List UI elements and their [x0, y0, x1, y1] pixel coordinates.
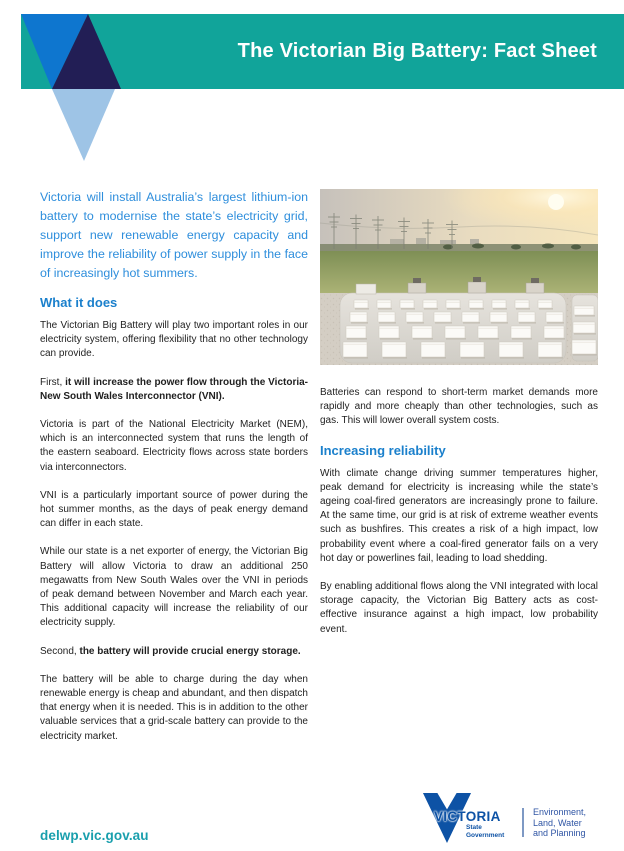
- body-paragraph: Batteries can respond to short-term market demands more rapidly and more cheaply than other technologies, such as gas. This will lower overall system costs.: [320, 387, 598, 427]
- body-paragraph: With climate change driving summer temperatures higher, peak demand for electricity is increasing while the state’s ageing coal-fired generators are increasingly prone to failure. At the same time, our grid is at risk of extreme weather events such as bushfires. This creates a risk of a high impact, low probability event where a coal-fired generator fails on a very hot day or powerlines fail, leading to load shedding.: [320, 467, 598, 564]
- body-paragraph: While our state is a net exporter of energy, the Victorian Big Battery will allow Victoria to draw an additional 250 megawatts from New South Wales over the VNI in periods of peak demand between November and March each year. This additional capacity will increase the reliability of our electricity supply.: [40, 546, 308, 629]
- body-paragraph: By enabling additional flows along the VNI integrated with local storage capacity, the Victorian Big Battery acts as cost-effective insurance against a high impact, low probability event.: [320, 581, 598, 635]
- logo-lightblue-triangle: [52, 89, 115, 161]
- body-paragraph: The Victorian Big Battery will play two important roles in our electricity system, offering flexibility that no other technology can provide.: [40, 320, 308, 360]
- left-column-blocks: [40, 295, 308, 744]
- right-column: [320, 189, 598, 651]
- body-paragraph: VNI is a particularly important source of power during the hot summer months, as the days of peak energy demand can differ in each state.: [40, 489, 308, 530]
- page-title: The Victorian Big Battery: Fact Sheet: [237, 40, 597, 62]
- state-label-line2: Government: [466, 831, 505, 839]
- section-heading: What it does: [40, 295, 118, 310]
- body-paragraph: The battery will be able to charge during the day when renewable energy is cheap and abundant, and then dispatch that energy when it is needed. This is in addition to the other valuable services that a grid-scale battery can provide to the electricity market.: [40, 673, 308, 742]
- photo-treeline: [320, 244, 598, 251]
- department-name: [533, 807, 586, 839]
- department-line2: Land, Water: [533, 817, 582, 828]
- section-heading: Increasing reliability: [320, 442, 446, 458]
- department-line3: and Planning: [533, 828, 586, 838]
- delwp-brand-triangles-logo: [0, 0, 140, 165]
- body-paragraph: Second, the battery will provide crucial energy storage.: [40, 645, 301, 657]
- website-link[interactable]: delwp.vic.gov.au: [40, 828, 149, 843]
- body-paragraph: Victoria is part of the National Electricity Market (NEM), which is an interconnected system that runs the length of the eastern seaboard. Electricity flows across state borders via interconnectors.: [40, 419, 308, 473]
- victoria-government-logo: [422, 790, 604, 848]
- department-line1: Environment,: [533, 807, 587, 817]
- sun-icon: [548, 194, 564, 210]
- right-column-blocks: [320, 386, 598, 637]
- state-government-label: [466, 824, 504, 839]
- battery-facility-photo: [320, 189, 598, 365]
- body-paragraph: First, it will increase the power flow through the Victoria-New South Wales Interconnector (VNI).: [40, 376, 308, 402]
- logo-divider: [522, 808, 524, 837]
- intro-statement: Victoria will install Australia’s largest lithium-ion battery to modernise the state’s electricity grid, support new renewable energy capacity and improve the reliability of power supply in the face of increasingly hot summers.: [40, 190, 308, 280]
- state-label-line1: State: [466, 824, 482, 831]
- victoria-wordmark: VICTORIA: [434, 809, 501, 824]
- left-column: [40, 188, 308, 758]
